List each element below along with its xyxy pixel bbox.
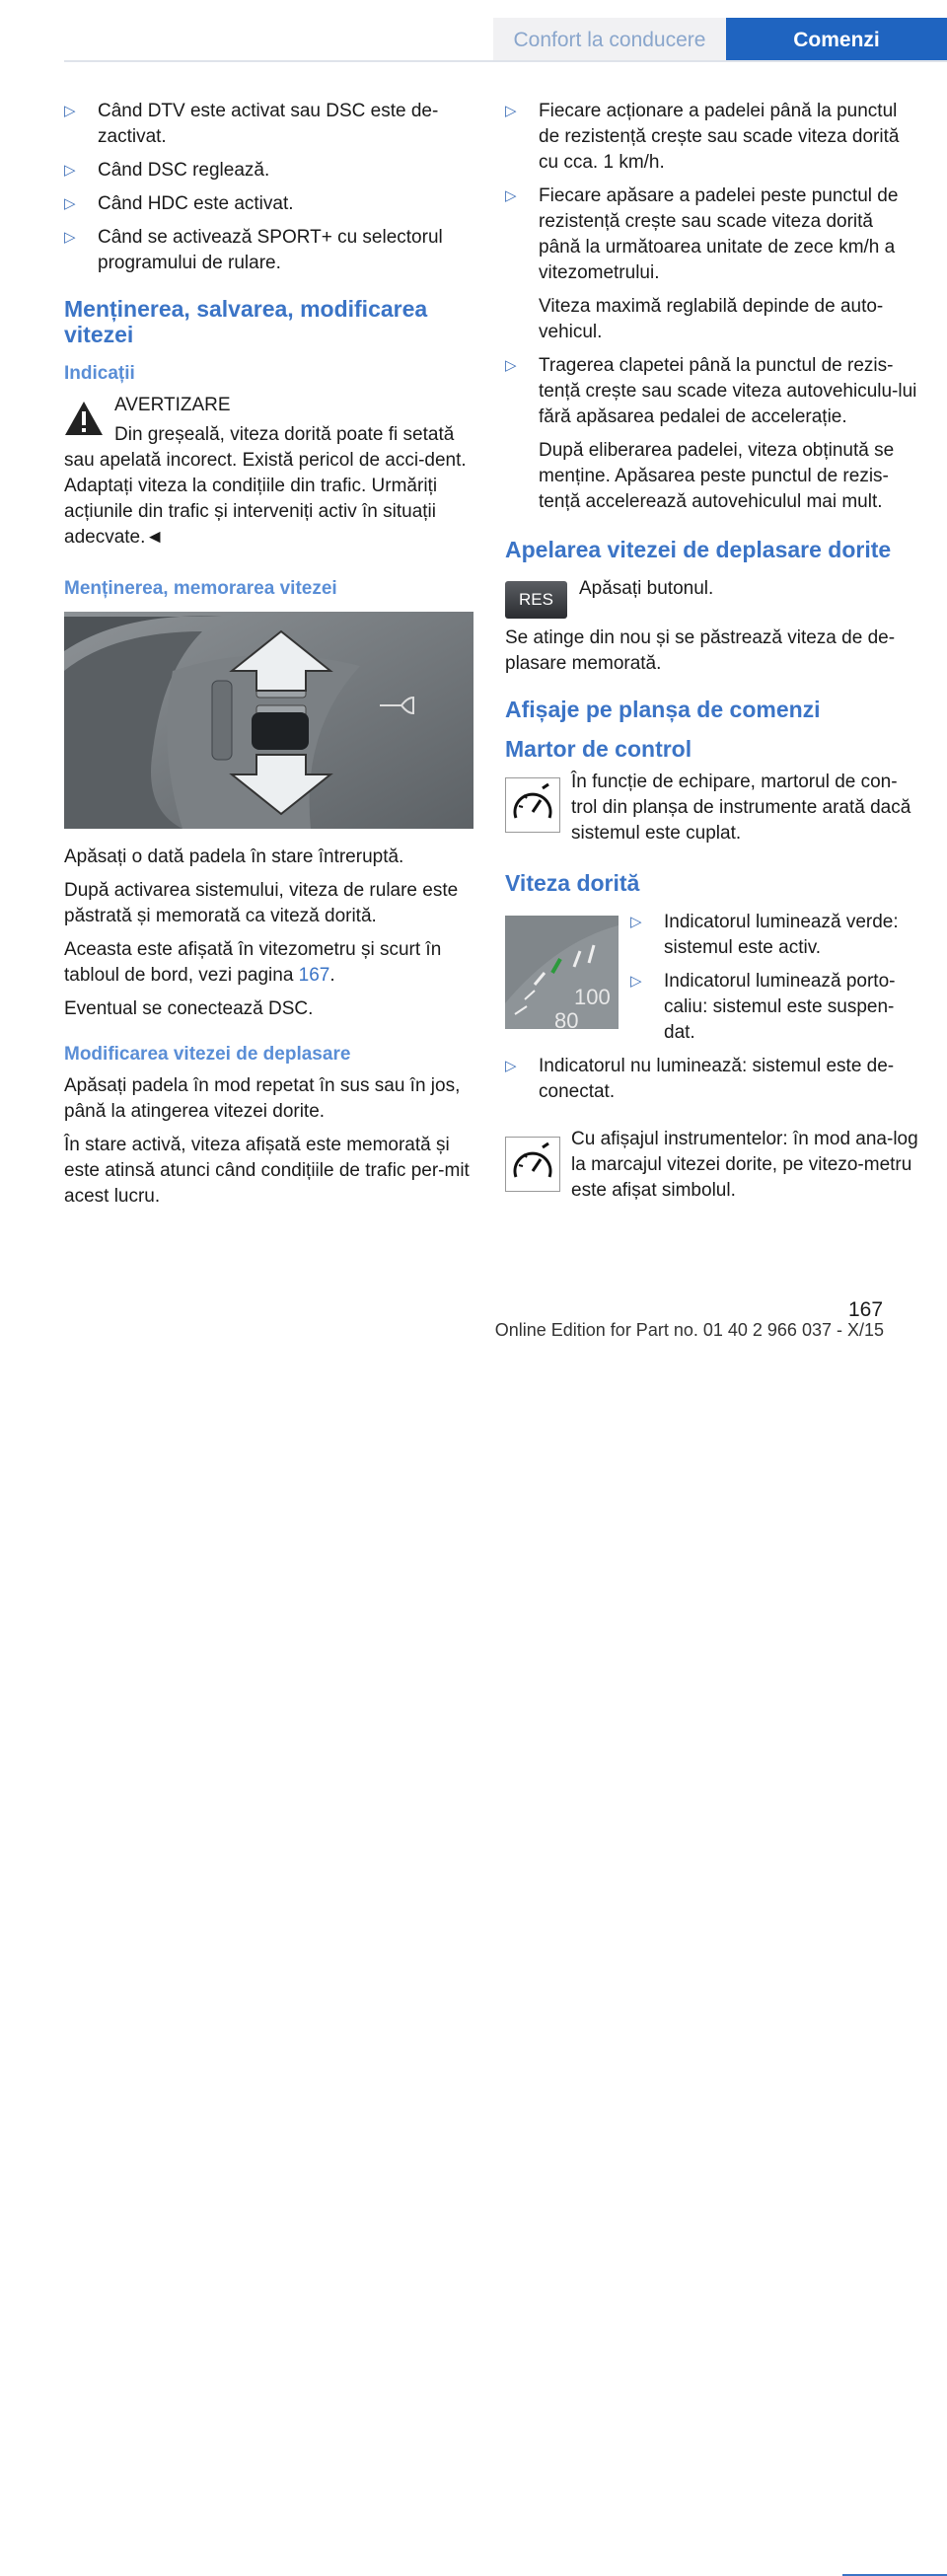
warning-title: AVERTIZARE — [114, 395, 231, 415]
list-item: ▷ Când HDC este activat. — [64, 191, 474, 217]
chapter-tab[interactable]: Comenzi — [726, 18, 947, 61]
bullet-triangle-icon: ▷ — [505, 103, 517, 119]
paragraph: În stare activă, viteza afișată este memorată și este atinsă atunci când condițiile de trafic per‐mit acest lucru. — [64, 1135, 470, 1207]
warning-text: Din greșeală, viteza dorită poate fi setată sau apelată incorect. Există pericol de acci‐dent. Adaptați viteza la condițiile din trafic. Urmăriți acțiunile din trafic și interveniți activ în situații adecvate.◄ — [64, 424, 467, 548]
res-row — [505, 576, 919, 626]
martor-block — [505, 770, 919, 846]
bullet-triangle-icon: ▷ — [64, 162, 76, 179]
cruise-control-indicator-icon — [505, 777, 560, 833]
section-heading-martor: Martor de control — [505, 736, 692, 762]
subheading-modificarea: Modificarea vitezei de deplasare — [64, 1044, 351, 1065]
martor-text: În funcție de echipare, martorul de con‐trol din planșa de instrumente arată dacă sistemul este cuplat. — [571, 772, 911, 844]
list-item: ▷ Fiecare apăsare a padelei peste punctul de rezistență crește sau scade viteza dorită până la următoarea unitate de zece km/h a vitezometrului. — [505, 185, 899, 283]
warning-triangle-icon — [64, 401, 104, 436]
subheading-indicatii: Indicații — [64, 363, 135, 384]
bullet-triangle-icon: ▷ — [505, 187, 517, 204]
steering-wheel-photo — [64, 612, 474, 829]
list-item: ▷ Când se activează SPORT+ cu selectorul programului de rulare. — [64, 227, 443, 273]
steering-wheel-image — [64, 612, 474, 829]
list-item: ▷ Tragerea clapetei până la punctul de rezis‐tență crește sau scade viteza autovehiculu‐lui fără apăsarea pedalei de accelerație. — [505, 355, 917, 427]
list-note: Viteza maximă reglabilă depinde de auto‐vehicul. — [539, 296, 884, 342]
bullet-triangle-icon: ▷ — [630, 973, 642, 990]
section-heading: Menținerea, salvarea, modificarea vitezei — [64, 296, 428, 347]
list-item: ▷ Indicatorul luminează verde: sistemul este activ. — [630, 912, 899, 958]
paragraph: Apăsați padela în mod repetat în sus sau în jos, până la atingerea vitezei dorite. — [64, 1075, 461, 1122]
cruise-control-symbol-icon — [505, 1137, 560, 1192]
right-column — [505, 99, 919, 1212]
paragraph: După activarea sistemului, viteza de rulare este păstrată și memorată ca viteză dorită. — [64, 880, 459, 926]
gauge-label-80: 80 — [554, 1008, 579, 1029]
paragraph-text: . — [329, 965, 335, 986]
list-item: ▷ Indicatorul luminează porto‐caliu: sistemul este suspen‐dat. — [630, 971, 896, 1043]
list-note: După eliberarea padelei, viteza obținută se menține. Apăsarea peste punctul de rezis‐tență accelerează autovehiculul mai mult. — [539, 440, 895, 512]
warning-block — [64, 393, 474, 551]
paragraph: Se atinge din nou și se păstrează viteza de de‐plasare memorată. — [505, 627, 896, 674]
page-number: 167 — [848, 1298, 884, 1321]
paragraph — [64, 937, 474, 989]
analog-block — [505, 1127, 919, 1204]
gauge-label-100: 100 — [574, 985, 611, 1009]
list-item: ▷ Când DTV este activat sau DSC este de‐zactivat. — [64, 101, 439, 147]
paragraph: Apăsați o dată padela în stare întreruptă. — [64, 846, 404, 867]
speedometer-photo — [505, 916, 619, 1029]
section-heading-viteza: Viteza dorită — [505, 870, 640, 896]
page-header — [0, 0, 947, 61]
left-column — [64, 99, 474, 1217]
section-heading-apelarea: Apelarea vitezei de deplasare dorite — [505, 537, 892, 562]
bullet-triangle-icon: ▷ — [505, 357, 517, 374]
edition-text: Online Edition for Part no. 01 40 2 966 037 - X/15 — [494, 1320, 884, 1340]
viteza-block — [505, 910, 919, 1046]
bullet-triangle-icon: ▷ — [64, 103, 76, 119]
list-item: ▷ Când DSC reglează. — [64, 158, 474, 184]
bullet-triangle-icon: ▷ — [505, 1058, 517, 1074]
section-tab[interactable]: Confort la conducere — [493, 18, 726, 61]
res-text: Apăsați butonul. — [579, 578, 714, 599]
paragraph: Eventual se conectează DSC. — [64, 998, 314, 1019]
bullet-triangle-icon: ▷ — [630, 914, 642, 930]
bullet-triangle-icon: ▷ — [64, 195, 76, 212]
list-item: ▷ Indicatorul nu luminează: sistemul este de‐conectat. — [505, 1056, 895, 1102]
subheading-mentinerea: Menținerea, memorarea vitezei — [64, 578, 337, 599]
header-rule — [64, 60, 947, 62]
paragraph-text: Aceasta este afișată în vitezometru și scurt în tabloul de bord, vezi pagina — [64, 939, 442, 986]
page-link[interactable]: 167 — [298, 965, 330, 986]
res-button-icon: RES — [505, 581, 567, 619]
section-heading-afisaje: Afișaje pe planșa de comenzi — [505, 697, 821, 722]
analog-text: Cu afișajul instrumentelor: în mod ana‐log la marcajul vitezei dorite, pe vitezo‐metru este afișat simbolul. — [571, 1129, 918, 1201]
bullet-triangle-icon: ▷ — [64, 229, 76, 246]
list-item: ▷ Fiecare acționare a padelei până la punctul de rezistență crește sau scade viteza dorită cu cca. 1 km/h. — [505, 101, 900, 173]
